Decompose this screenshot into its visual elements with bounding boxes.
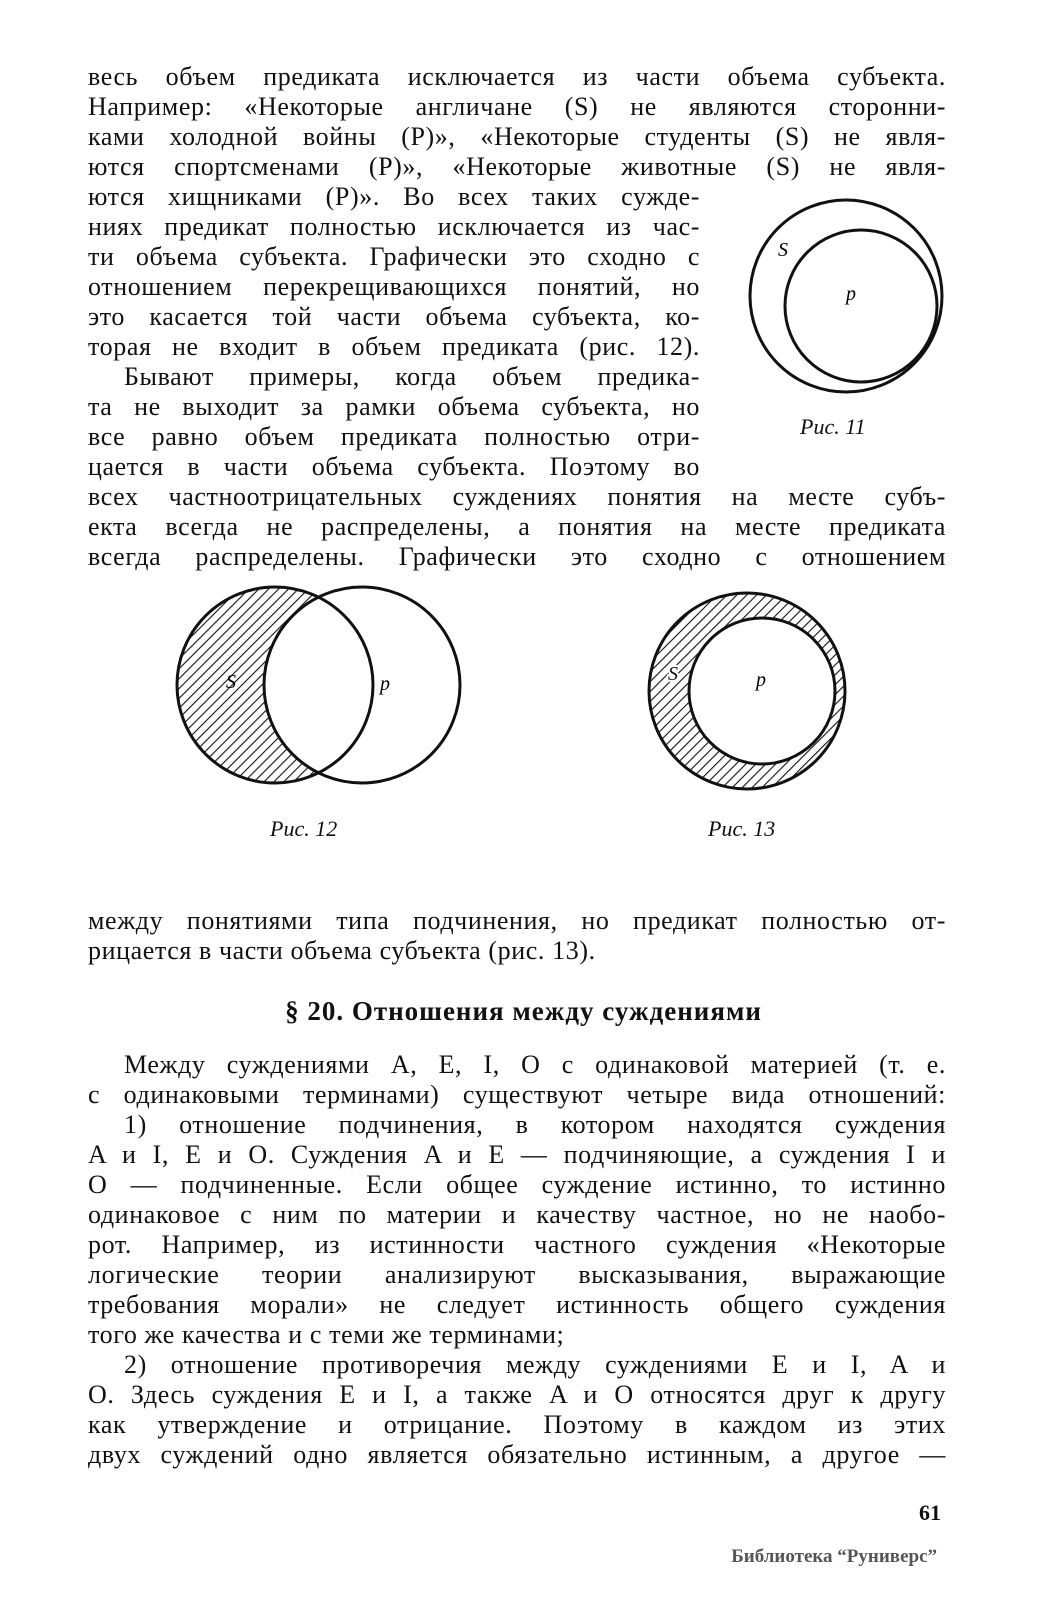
text-line: рицается в части объема субъекта (рис. 13). [88, 936, 596, 965]
text-line: все равно объем предиката полностью отри- [88, 422, 700, 451]
text-line: рот. Например, из истинности частного суждения «Некоторые [88, 1230, 946, 1259]
text-line: O. Здесь суждения E и I, а также A и O относятся друг к другу [88, 1380, 946, 1409]
text-line: екта всегда не распределены, а понятия на месте предиката [88, 512, 946, 541]
figure-11-diagram [746, 196, 946, 396]
inner-circle-p [785, 230, 937, 382]
figure-12-caption: Рис. 12 [270, 816, 338, 841]
text-line: Бывают примеры, когда объем предика- [124, 362, 700, 391]
section-heading: § 20. Отношения между суждениями [285, 996, 762, 1026]
text-line: весь объем предиката исключается из части объема субъекта. [88, 62, 946, 91]
text-line: одинаковое с ним по материи и качеству частное, но не наобо- [88, 1200, 946, 1229]
text-line: это касается той части объема субъекта, ко- [88, 302, 700, 331]
text-line: Между суждениями A, E, I, O с одинаковой материей (т. е. [124, 1050, 946, 1079]
text-line: ются хищниками (P)». Во всех таких сужде- [88, 182, 700, 211]
fig13-outer-label: S [668, 663, 678, 685]
fig12-right-label: p [380, 673, 390, 695]
text-line: ти объема субъекта. Графически это сходно с [88, 242, 700, 271]
text-line: логические теории анализируют высказывания, выражающие [88, 1260, 946, 1289]
text-line: того же качества и с теми же терминами; [88, 1320, 565, 1349]
text-line: Например: «Некоторые англичане (S) не являются сторонни- [88, 92, 946, 121]
fig13-inner-label: p [756, 669, 766, 691]
text-line: как утверждение и отрицание. Поэтому в каждом из этих [88, 1410, 946, 1439]
fig11-inner-label: p [846, 283, 856, 305]
text-line: всегда распределены. Графически это сходно с отношением [88, 542, 946, 571]
figure-13-caption: Рис. 13 [708, 816, 776, 841]
text-line: 2) отношение противоречия между суждениями E и I, A и [124, 1350, 946, 1379]
footer-library-credit: Библиотека “Руниверс” [731, 1546, 937, 1567]
text-line: цается в части объема субъекта. Поэтому во [88, 452, 700, 481]
text-line: O — подчиненные. Если общее суждение истинно, то истинно [88, 1170, 946, 1199]
text-line: A и I, E и O. Суждения A и E — подчиняющие, а суждения I и [88, 1140, 946, 1169]
text-line: ниях предикат полностью исключается из час- [88, 212, 700, 241]
fig11-outer-label: S [778, 239, 788, 261]
figure-11-caption: Рис. 11 [800, 414, 866, 439]
text-line: отношением перекрещивающихся понятий, но [88, 272, 700, 301]
text-line: двух суждений одно является обязательно истинным, а другое — [88, 1440, 946, 1469]
fig12-left-label: S [226, 671, 236, 693]
text-line: 1) отношение подчинения, в котором находятся суждения [124, 1110, 946, 1139]
text-line: с одинаковыми терминами) существуют четыре вида отношений: [88, 1080, 946, 1109]
text-line: между понятиями типа подчинения, но предикат полностью от- [88, 906, 946, 935]
text-line: всех частноотрицательных суждениях понятия на месте субъ- [88, 482, 946, 511]
text-line: та не выходит за рамки объема субъекта, но [88, 392, 700, 421]
figure-12-diagram [168, 580, 468, 800]
figure-13-diagram [644, 588, 854, 798]
text-line: ками холодной войны (P)», «Некоторые студенты (S) не явля- [88, 122, 946, 151]
text-line: требования морали» не следует истинность общего суждения [88, 1290, 946, 1319]
text-line: ются спортсменами (P)», «Некоторые животные (S) не явля- [88, 152, 946, 181]
inner-circle-p [689, 618, 835, 764]
text-line: торая не входит в объем предиката (рис. 12). [88, 332, 700, 361]
page-number: 61 [919, 1500, 941, 1525]
